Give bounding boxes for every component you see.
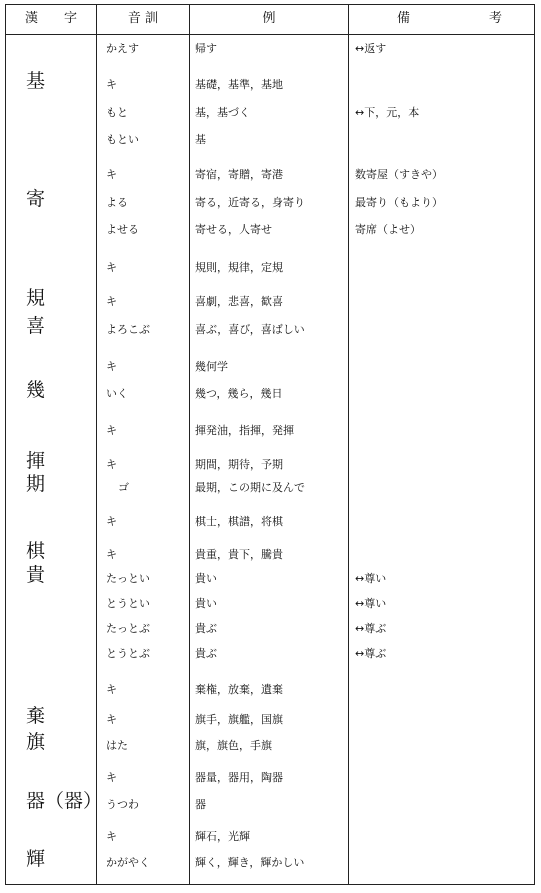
note-text: ↔尊ぶ (355, 622, 387, 635)
example-words: 寄る，近寄る，身寄り (195, 196, 305, 209)
onkun-reading: キ (106, 548, 117, 561)
onkun-reading: よる (106, 196, 128, 209)
header-biko (349, 5, 534, 33)
example-words: 幾つ，幾ら，幾日 (195, 387, 283, 400)
onkun-reading: キ (106, 713, 117, 726)
header-divider (6, 34, 534, 35)
onkun-reading: もと (106, 106, 128, 119)
example-words: 器 (195, 798, 206, 811)
onkun-reading: よろこぶ (106, 323, 150, 336)
header-kanji (6, 5, 96, 33)
example-words: 喜劇，悲喜，歓喜 (195, 295, 283, 308)
kanji-character: 基 (26, 70, 46, 92)
column-divider (189, 5, 190, 884)
kanji-character: 輝 (26, 848, 46, 870)
column-divider (96, 5, 97, 884)
kanji-character: 規 (26, 287, 46, 309)
onkun-reading: キ (106, 360, 117, 373)
kanji-character: 棄 (26, 705, 46, 727)
example-words: 基 (195, 133, 206, 146)
example-words: 輝く，輝き，輝かしい (195, 856, 305, 869)
column-divider (348, 5, 349, 884)
onkun-reading: はた (106, 739, 128, 752)
note-text: 最寄り（もより） (355, 196, 443, 209)
kanji-character: 期 (26, 473, 46, 495)
example-words: 貴ぶ (195, 622, 217, 635)
example-words: 寄宿，寄贈，寄港 (195, 168, 283, 181)
example-words: 基，基づく (195, 106, 250, 119)
onkun-reading: キ (106, 830, 117, 843)
onkun-reading: いく (106, 387, 128, 400)
example-words: 器量，器用，陶器 (195, 771, 283, 784)
example-words: 寄せる，人寄せ (195, 223, 272, 236)
kanji-character: 揮 (26, 450, 46, 472)
note-text: ↔下，元，本 (355, 106, 420, 119)
example-words: 基礎，基準，基地 (195, 78, 283, 91)
onkun-reading: もとい (106, 133, 139, 146)
kanji-character: 貴 (26, 564, 46, 586)
example-words: 貴い (195, 597, 217, 610)
note-text: ↔尊い (355, 597, 387, 610)
example-words: 帰す (195, 42, 217, 55)
example-words: 貴ぶ (195, 647, 217, 660)
example-words: 旗手，旗艦，国旗 (195, 713, 283, 726)
example-words: 幾何学 (195, 360, 228, 373)
example-words: 規則，規律，定規 (195, 261, 283, 274)
note-text: 寄席（よせ） (355, 223, 421, 236)
header-example: 例 (262, 11, 276, 26)
example-words: 棋士，棋譜，将棋 (195, 515, 283, 528)
note-text: 数寄屋（すきや） (355, 168, 443, 181)
onkun-reading: たっとぶ (106, 622, 150, 635)
kanji-character: 棋 (26, 540, 46, 562)
kanji-character: 旗 (26, 731, 46, 753)
kanji-reading-table (5, 4, 535, 885)
example-words: 貴重，貴下，騰貴 (195, 548, 283, 561)
onkun-reading: キ (106, 683, 117, 696)
onkun-reading: うつわ (106, 798, 139, 811)
example-words: 貴い (195, 572, 217, 585)
example-words: 喜ぶ，喜び，喜ばしい (195, 323, 305, 336)
header-kanji-char: 漢 (25, 11, 39, 26)
header-biko-char: 考 (489, 11, 503, 26)
onkun-reading: かがやく (106, 856, 150, 869)
example-words: 棄権，放棄，遺棄 (195, 683, 283, 696)
onkun-reading: キ (106, 515, 117, 528)
onkun-reading: キ (106, 78, 117, 91)
onkun-reading: キ (106, 261, 117, 274)
kanji-character: 寄 (26, 188, 46, 210)
onkun-reading: ゴ (118, 481, 129, 494)
kanji-character: 幾 (26, 379, 46, 401)
example-words: 輝石，光輝 (195, 830, 250, 843)
header-kanji-char: 字 (64, 11, 78, 26)
example-words: 最期，この期に及んで (195, 481, 305, 494)
onkun-reading: キ (106, 424, 117, 437)
onkun-reading: キ (106, 458, 117, 471)
header-biko-char: 備 (397, 11, 411, 26)
onkun-reading: とうとぶ (106, 647, 150, 660)
onkun-reading: かえす (106, 42, 139, 55)
example-words: 揮発油，指揮，発揮 (195, 424, 294, 437)
example-words: 期間，期待，予期 (195, 458, 283, 471)
header-onkun: 音 訓 (127, 11, 159, 26)
note-text: ↔尊い (355, 572, 387, 585)
onkun-reading: たっとい (106, 572, 150, 585)
onkun-reading: キ (106, 295, 117, 308)
onkun-reading: よせる (106, 223, 139, 236)
example-words: 旗，旗色，手旗 (195, 739, 272, 752)
kanji-character: 器（器） (26, 790, 103, 812)
onkun-reading: とうとい (106, 597, 150, 610)
onkun-reading: キ (106, 771, 117, 784)
note-text: ↔尊ぶ (355, 647, 387, 660)
note-text: ↔返す (355, 42, 387, 55)
kanji-character: 喜 (26, 315, 46, 337)
onkun-reading: キ (106, 168, 117, 181)
